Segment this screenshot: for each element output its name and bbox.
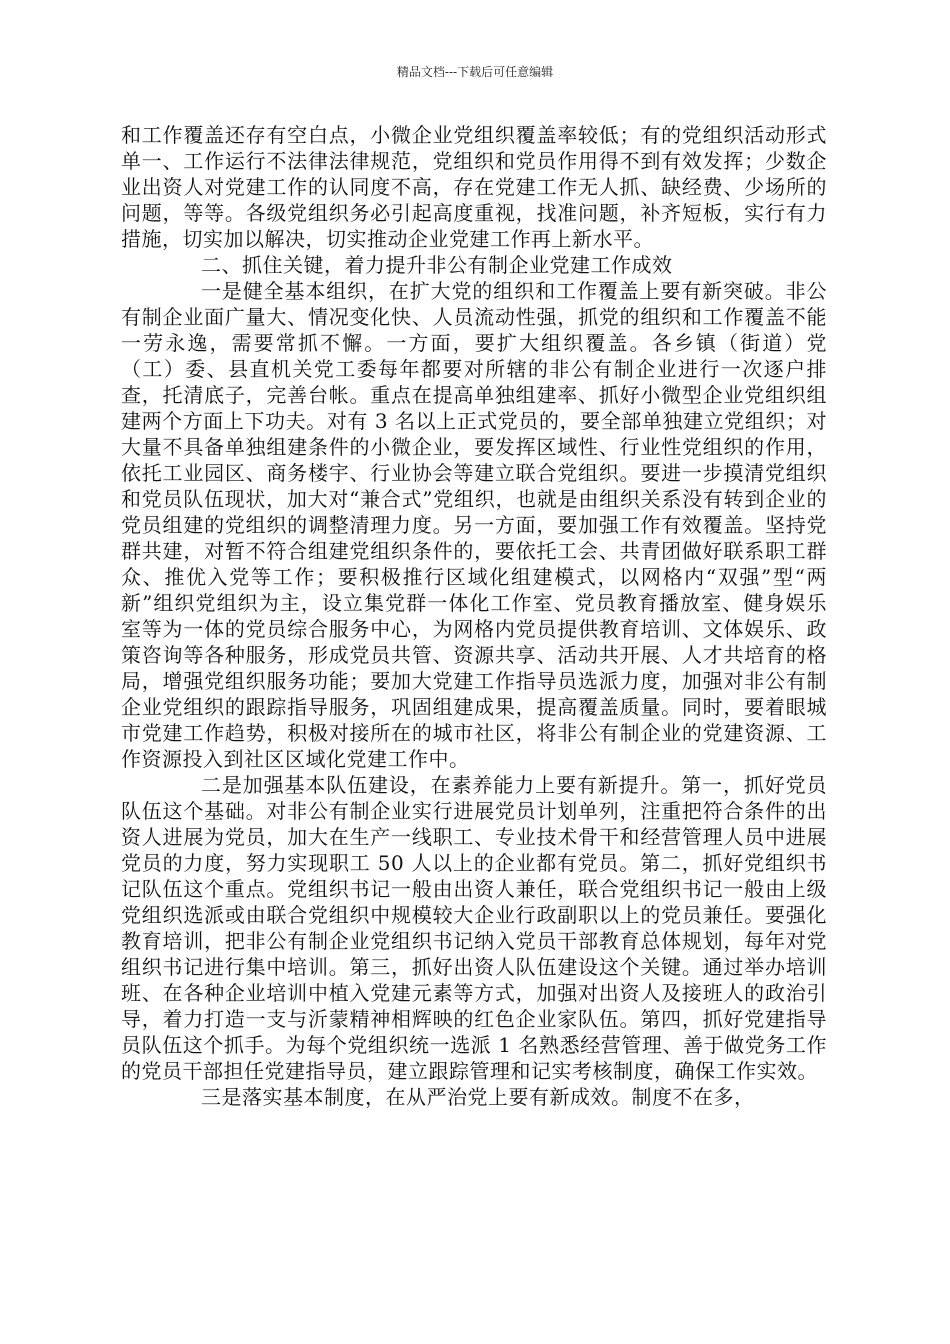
paragraph-3: 二是加强基本队伍建设，在素养能力上要有新提升。第一，抓好党员队伍这个基础。对非公有制企业实行进展党员计划单列，注重把符合条件的出资人进展为党员，加大在生产一线职工、专业技术骨干和经营管理人员中进展党员的力度，努力实现职工 50 人以上的企业都有党员。第二，抓好党组织书记队伍这个重点。党组织书记一般由出资人兼任，联合党组织书记一般由上级党组织选派或由联合党组织中规模较大企业行政副职以上的党员兼任。要强化教育培训，把非公有制企业党组织书记纳入党员干部教育总体规划，每年对党组织书记进行集中培训。第三，抓好出资人队伍建设这个关键。通过举办培训班、在各种企业培训中植入党建元素等方式，加强对出资人及接班人的政治引导，着力打造一支与沂蒙精神相辉映的红色企业家队伍。第四，抓好党建指导员队伍这个抓手。为每个党组织统一选派 1 名熟悉经营管理、善于做党务工作的党员干部担任党建指导员，建立跟踪管理和记实考核制度，确保工作实效。 (121, 773, 827, 1083)
section-heading: 二、抓住关键，着力提升非公有制企业党建工作成效 (201, 253, 673, 277)
paragraph-1: 和工作覆盖还存有空白点，小微企业党组织覆盖率较低；有的党组织活动形式单一、工作运行不法律法律规范，党组织和党员作用得不到有效发挥；少数企业出资人对党建工作的认同度不高，存在党建工作无人抓、缺经费、少场所的问题，等等。各级党组织务必引起高度重视，找准问题，补齐短板，实行有力措施，切实加以解决，切实推动企业党建工作再上新水平。 (121, 123, 827, 251)
paragraph-4: 三是落实基本制度，在从严治党上要有新成效。制度不在多， (201, 1085, 755, 1109)
page-header: 精品文档---下载后可任意编辑 (396, 65, 554, 79)
paragraph-2: 一是健全基本组织，在扩大党的组织和工作覆盖上要有新突破。非公有制企业面广量大、情况变化快、人员流动性强，抓党的组织和工作覆盖不能一劳永逸，需要常抓不懈。一方面，要扩大组织覆盖。各乡镇（街道）党（工）委、县直机关党工委每年都要对所辖的非公有制企业进行一次逐户排查，托清底子，完善台帐。重点在提高单独组建率、抓好小微型企业党组织组建两个方面上下功夫。对有 3 名以上正式党员的，要全部单独建立党组织；对大量不具备单独组建条件的小微企业，要发挥区域性、行业性党组织的作用，依托工业园区、商务楼宇、行业协会等建立联合党组织。要进一步摸清党组织和党员队伍现状，加大对“兼合式”党组织，也就是由组织关系没有转到企业的党员组建的党组织的调整清理力度。另一方面，要加强工作有效覆盖。坚持党群共建，对暂不符合组建党组织条件的，要依托工会、共青团做好联系职工群众、推优入党等工作；要积极推行区域化组建模式，以网格内“双强”型“两新”组织党组织为主，设立集党群一体化工作室、党员教育播放室、健身娱乐室等为一体的党员综合服务中心，为网格内党员提供教育培训、文体娱乐、政策咨询等各种服务，形成党员共管、资源共享、活动共开展、人才共培育的格局，增强党组织服务功能；要加大党建工作指导员选派力度，加强对非公有制企业党组织的跟踪指导服务，巩固组建成果，提高覆盖质量。同时，要着眼城市党建工作趋势，积极对接所在的城市社区，将非公有制企业的党建资源、工作资源投入到社区区域化党建工作中。 (121, 279, 827, 771)
document-body (121, 122, 827, 1110)
